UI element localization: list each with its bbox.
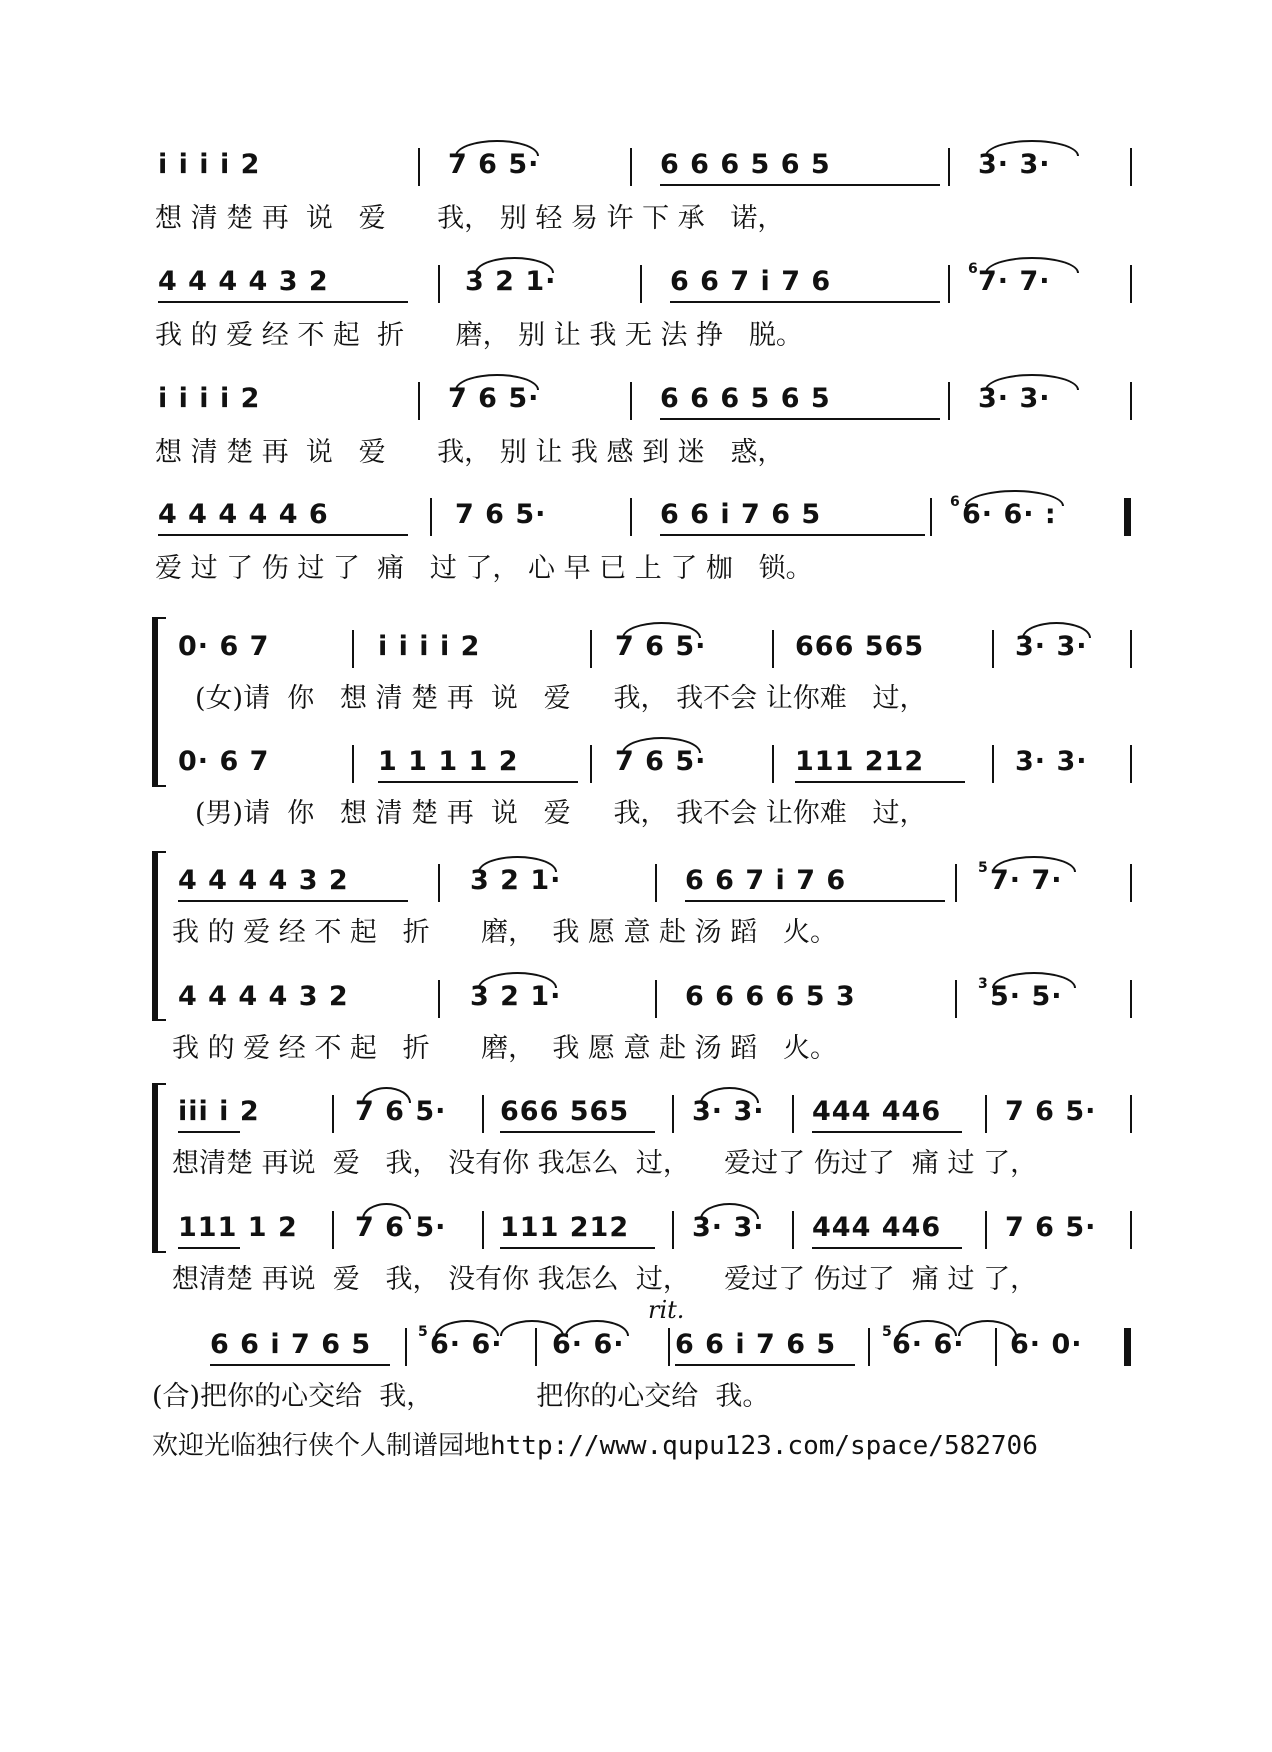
underline	[500, 1131, 655, 1133]
lyrics-line: 爱 过 了 伤 过 了 痛 过 了， 心 早 已 上 了 枷 锁。	[155, 553, 813, 584]
underline	[675, 1364, 855, 1366]
grace-note: 6	[950, 494, 960, 510]
lyrics-line: (合)把你的心交给 我， 把你的心交给 我。	[152, 1381, 770, 1412]
underline	[378, 781, 578, 783]
measure: 0· 6 7	[178, 631, 270, 662]
staff-brace-cap	[152, 851, 166, 853]
barline	[640, 265, 642, 303]
measure: 7 6 5·	[448, 383, 540, 414]
final-barline	[1124, 1328, 1131, 1366]
measure: 7· 7·	[990, 865, 1063, 896]
measure: 111 212	[500, 1212, 630, 1243]
measure: 6 6 i 7 6 5	[660, 499, 822, 530]
underline	[210, 1364, 390, 1366]
measure: 7 6 5·	[1005, 1096, 1097, 1127]
grace-note: 5	[882, 1324, 892, 1340]
barline	[590, 630, 592, 668]
measure: 6· 0·	[1010, 1329, 1083, 1360]
measure: 6· 6·	[430, 1329, 503, 1360]
barline	[630, 498, 632, 536]
measure: 7 6 5·	[448, 149, 540, 180]
barline	[672, 1095, 674, 1133]
measure: 3· 3·	[692, 1212, 765, 1243]
barline	[948, 382, 950, 420]
barline	[668, 1328, 670, 1366]
measure: 111 212	[795, 746, 925, 777]
measure: 4 4 4 4 3 2	[158, 266, 329, 297]
measure: 4 4 4 4 3 2	[178, 981, 349, 1012]
barline	[655, 864, 657, 902]
underline	[158, 534, 408, 536]
measure: 444 446	[812, 1096, 942, 1127]
barline	[418, 382, 420, 420]
barline	[482, 1095, 484, 1133]
measure: 7 6 5·	[355, 1212, 447, 1243]
measure: i i i i 2	[158, 383, 261, 414]
grace-note: 6	[968, 261, 978, 277]
measure: 1 1 1 1 2	[378, 746, 519, 777]
barline	[930, 498, 932, 536]
measure: 6 6 i 7 6 5	[675, 1329, 837, 1360]
tie	[958, 1320, 1017, 1336]
barline	[792, 1095, 794, 1133]
barline	[430, 498, 432, 536]
measure: i i i i 2	[158, 149, 261, 180]
staff-brace-cap	[152, 785, 166, 787]
underline	[660, 534, 925, 536]
barline	[985, 1211, 987, 1249]
staff-brace	[152, 1083, 158, 1253]
barline	[1130, 745, 1132, 783]
barline	[535, 1328, 537, 1366]
barline	[992, 745, 994, 783]
barline	[590, 745, 592, 783]
underline	[500, 1247, 655, 1249]
underline	[178, 1247, 240, 1249]
measure: 6 6 7 i 7 6	[685, 865, 847, 896]
barline	[995, 1328, 997, 1366]
lyrics-line: 我 的 爱 经 不 起 折 磨， 我 愿 意 赴 汤 蹈 火。	[172, 917, 837, 948]
measure: iii i 2	[178, 1096, 260, 1127]
grace-note: 5	[418, 1324, 428, 1340]
barline	[1130, 864, 1132, 902]
measure: 3· 3·	[1015, 631, 1088, 662]
measure: 444 446	[812, 1212, 942, 1243]
barline	[352, 745, 354, 783]
measure: 0· 6 7	[178, 746, 270, 777]
barline	[1130, 1095, 1132, 1133]
measure: 111 1 2	[178, 1212, 298, 1243]
measure: 3 2 1·	[465, 266, 557, 297]
measure: 7 6 5·	[615, 631, 707, 662]
barline	[992, 630, 994, 668]
barline	[1130, 382, 1132, 420]
measure: 3· 3·	[978, 383, 1051, 414]
measure: 7· 7·	[978, 266, 1051, 297]
barline	[630, 382, 632, 420]
lyrics-line: (男)请 你 想 清 楚 再 说 爱 我， 我不会 让你难 过，	[195, 798, 927, 829]
staff-brace-cap	[152, 617, 166, 619]
barline	[332, 1211, 334, 1249]
measure: 666 565	[795, 631, 925, 662]
lyrics-line: 我 的 爱 经 不 起 折 磨， 我 愿 意 赴 汤 蹈 火。	[172, 1033, 837, 1064]
barline	[332, 1095, 334, 1133]
barline	[630, 148, 632, 186]
barline	[948, 148, 950, 186]
underline	[812, 1247, 962, 1249]
barline	[868, 1328, 870, 1366]
barline	[482, 1211, 484, 1249]
measure: 666 565	[500, 1096, 630, 1127]
barline	[352, 630, 354, 668]
measure: 3 2 1·	[470, 981, 562, 1012]
barline	[948, 265, 950, 303]
lyrics-line: 想清楚 再说 爱 我， 没有你 我怎么 过， 爱过了 伤过了 痛 过 了，	[172, 1264, 1038, 1295]
barline	[672, 1211, 674, 1249]
measure: 7 6 5·	[1005, 1212, 1097, 1243]
repeat-barline	[1124, 498, 1131, 536]
lyrics-line: 我 的 爱 经 不 起 折 磨， 别 让 我 无 法 挣 脱。	[155, 320, 803, 351]
barline	[438, 980, 440, 1018]
lyrics-line: (女)请 你 想 清 楚 再 说 爱 我， 我不会 让你难 过，	[195, 683, 927, 714]
barline	[1130, 980, 1132, 1018]
underline	[660, 184, 940, 186]
measure: 6· 6·	[892, 1329, 965, 1360]
measure: 6 6 6 6 5 3	[685, 981, 856, 1012]
measure: 3· 3·	[1015, 746, 1088, 777]
underline	[795, 781, 965, 783]
underline	[685, 900, 945, 902]
lyrics-line: 想清楚 再说 爱 我， 没有你 我怎么 过， 爱过了 伤过了 痛 过 了，	[172, 1148, 1038, 1179]
staff-brace-cap	[152, 1251, 166, 1253]
underline	[670, 301, 940, 303]
staff-brace-cap	[152, 1019, 166, 1021]
barline	[955, 980, 957, 1018]
measure: 4 4 4 4 3 2	[178, 865, 349, 896]
tempo-mark: rit.	[648, 1296, 685, 1324]
measure: 6 6 6 5 6 5	[660, 383, 831, 414]
measure: 3· 3·	[978, 149, 1051, 180]
underline	[178, 1131, 240, 1133]
footer-credit: 欢迎光临独行侠个人制谱园地http://www.qupu123.com/space/582706	[152, 1431, 1038, 1461]
barline	[438, 265, 440, 303]
measure: 6· 6· :	[962, 499, 1057, 530]
barline	[772, 630, 774, 668]
barline	[1130, 148, 1132, 186]
measure: 6 6 7 i 7 6	[670, 266, 832, 297]
staff-brace-cap	[152, 1083, 166, 1085]
underline	[178, 900, 408, 902]
barline	[1130, 1211, 1132, 1249]
measure: 3· 3·	[692, 1096, 765, 1127]
barline	[1130, 265, 1132, 303]
grace-note: 5	[978, 860, 988, 876]
measure: i i i i 2	[378, 631, 481, 662]
staff-brace	[152, 617, 158, 787]
measure: 3 2 1·	[470, 865, 562, 896]
barline	[1130, 630, 1132, 668]
barline	[438, 864, 440, 902]
measure: 7 6 5·	[615, 746, 707, 777]
measure: 6 6 6 5 6 5	[660, 149, 831, 180]
grace-note: 3	[978, 976, 988, 992]
underline	[812, 1131, 962, 1133]
measure: 7 6 5·	[455, 499, 547, 530]
measure: 7 6 5·	[355, 1096, 447, 1127]
barline	[418, 148, 420, 186]
lyrics-line: 想 清 楚 再 说 爱 我， 别 轻 易 许 下 承 诺，	[155, 203, 785, 234]
barline	[955, 864, 957, 902]
barline	[655, 980, 657, 1018]
measure: 4 4 4 4 4 6	[158, 499, 329, 530]
lyrics-line: 想 清 楚 再 说 爱 我， 别 让 我 感 到 迷 惑，	[155, 437, 785, 468]
underline	[158, 301, 408, 303]
barline	[792, 1211, 794, 1249]
barline	[985, 1095, 987, 1133]
measure: 5· 5·	[990, 981, 1063, 1012]
staff-brace	[152, 851, 158, 1021]
underline	[660, 418, 940, 420]
measure: 6· 6·	[552, 1329, 625, 1360]
barline	[772, 745, 774, 783]
measure: 6 6 i 7 6 5	[210, 1329, 372, 1360]
barline	[405, 1328, 407, 1366]
